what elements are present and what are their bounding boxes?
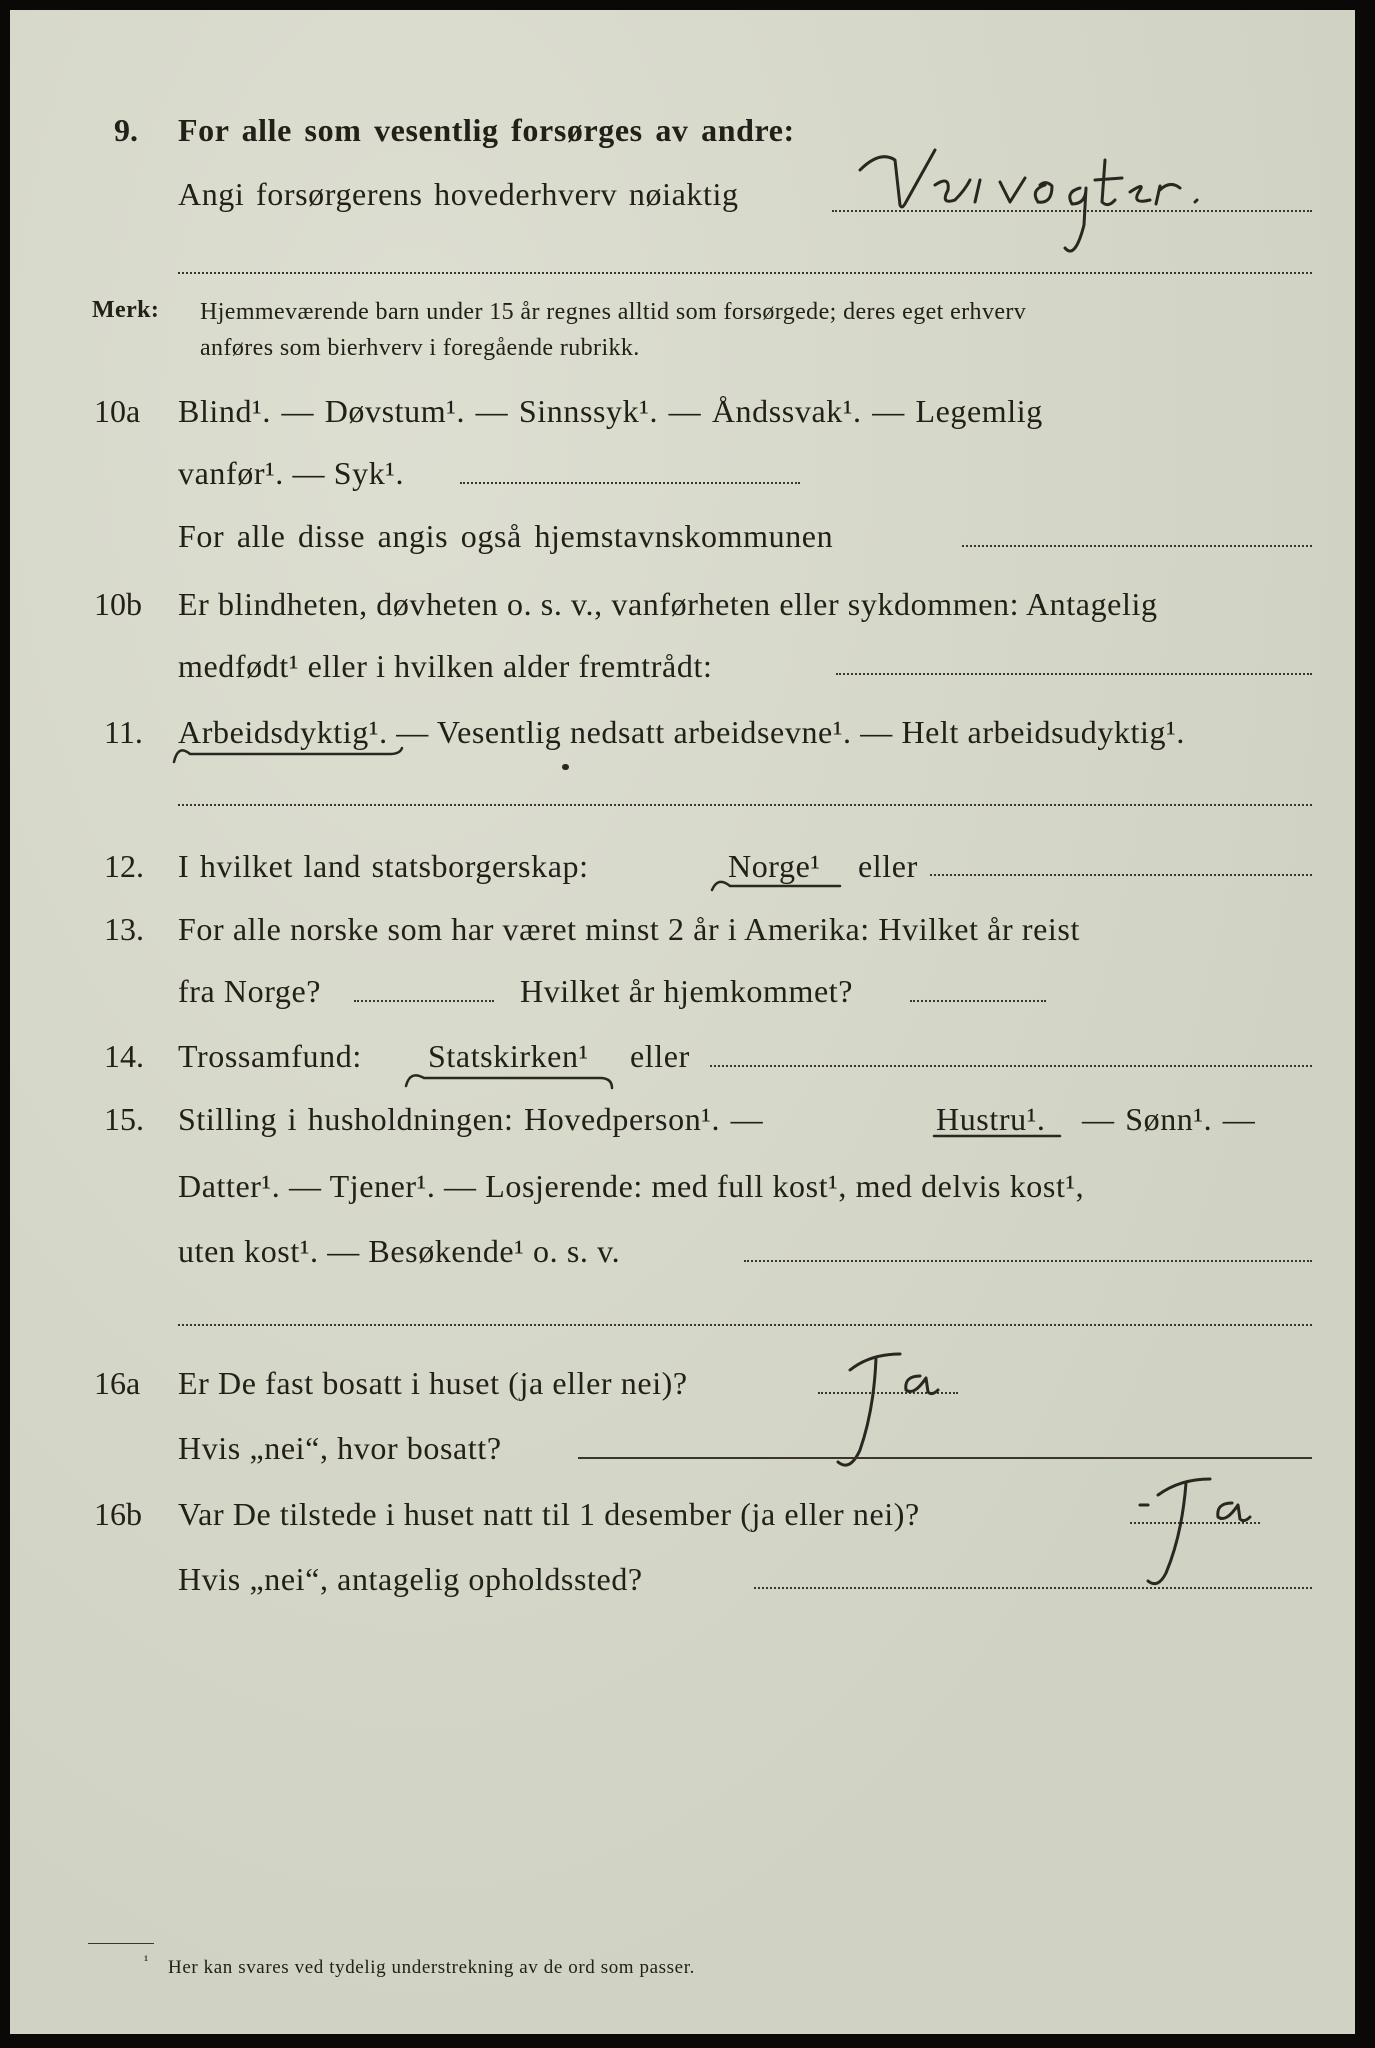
q13-line-1: For alle norske som har været minst 2 år i Amerika: Hvilket år reist	[178, 911, 1080, 947]
q15-line-1c: — Sønn¹. —	[1082, 1101, 1256, 1137]
q13-year-returned-line	[910, 1000, 1046, 1002]
q12-text: I hvilket land statsborgerskap:	[178, 848, 589, 884]
footnote-mark: ¹	[144, 1954, 149, 1969]
merk-line-2: anføres som bierhverv i foregående rubrikk.	[200, 335, 640, 361]
q13-line-2a: fra Norge?	[178, 973, 322, 1009]
q12-answer-line	[930, 874, 1312, 876]
q11-extra-line	[178, 804, 1312, 806]
q9-extra-line	[178, 272, 1312, 274]
merk-line-1: Hjemmeværende barn under 15 år regnes alltid som forsørgede; deres eget erhverv	[200, 299, 1027, 325]
q9-question: Angi forsørgerens hovederhverv nøiaktig	[178, 176, 739, 212]
q13-line-2b: Hvilket år hjemkommet?	[520, 973, 854, 1009]
q16b-number: 16b	[94, 1496, 142, 1532]
q14-answer-line	[710, 1065, 1312, 1067]
q10a-answer-line	[460, 482, 800, 484]
q11-line-1: Arbeidsdyktig¹. — Vesentlig nedsatt arbeidsevne¹. — Helt arbeidsudyktig¹.	[178, 714, 1185, 750]
q16a-residence-line	[578, 1457, 1312, 1459]
q9-number: 9.	[114, 112, 138, 148]
q15-line-1a: Stilling i husholdningen: Hovedperson¹. —	[178, 1101, 764, 1137]
q14-tail: eller	[630, 1038, 690, 1074]
footnote-text: Her kan svares ved tydelig understrekning av de ord som passer.	[168, 1957, 695, 1978]
q13-year-left-line	[354, 1000, 494, 1002]
q10a-line-2: vanfør¹. — Syk¹.	[178, 455, 405, 491]
q16b-handwritten-answer	[1110, 1465, 1270, 1605]
q14-option-statskirken: Statskirken¹	[428, 1038, 589, 1074]
q16a-number: 16a	[94, 1365, 141, 1401]
q10a-kommune-line	[962, 545, 1312, 547]
q15-handwritten-underline	[930, 1126, 1070, 1146]
q16a-line-2: Hvis „nei“, hvor bosatt?	[178, 1430, 502, 1466]
q10b-number: 10b	[94, 586, 142, 622]
q11-handwritten-underline	[170, 740, 410, 770]
census-form-page	[10, 10, 1355, 2034]
q16a-line-1: Er De fast bosatt i huset (ja eller nei)?	[178, 1365, 688, 1401]
q9-heading: For alle som vesentlig forsørges av andre:	[178, 112, 795, 148]
q16b-line-2: Hvis „nei“, antagelig opholdssted?	[178, 1561, 643, 1597]
q15-number: 15.	[104, 1101, 144, 1137]
q15-line-3: uten kost¹. — Besøkende¹ o. s. v.	[178, 1233, 621, 1269]
q14-handwritten-underline	[400, 1062, 630, 1096]
q10a-number: 10a	[94, 393, 141, 429]
q16b-answer-line-2	[754, 1587, 1312, 1589]
merk-label: Merk:	[92, 297, 160, 323]
q12-tail: eller	[858, 848, 918, 884]
q12-option-norge: Norge¹	[728, 848, 821, 884]
q16a-handwritten-answer	[810, 1340, 960, 1480]
q12-number: 12.	[104, 848, 144, 884]
q10b-line-1: Er blindheten, døvheten o. s. v., vanførheten eller sykdommen: Antagelig	[178, 586, 1158, 622]
q15-extra-line	[178, 1324, 1312, 1326]
q9-handwritten-answer	[840, 130, 1320, 270]
q14-number: 14.	[104, 1038, 144, 1074]
q13-number: 13.	[104, 911, 144, 947]
q15-line-2: Datter¹. — Tjener¹. — Losjerende: med full kost¹, med delvis kost¹,	[178, 1168, 1085, 1204]
q10a-line-3: For alle disse angis også hjemstavnskommunen	[178, 518, 834, 554]
q15-answer-line	[744, 1260, 1312, 1262]
q15-option-hustru: Hustru¹.	[936, 1101, 1046, 1137]
q10b-answer-line	[836, 673, 1312, 675]
footnote-rule	[88, 1943, 154, 1944]
q16b-line-1: Var De tilstede i huset natt til 1 desember (ja eller nei)?	[178, 1496, 920, 1532]
ink-spot	[562, 764, 569, 770]
q12-handwritten-underline	[708, 870, 848, 900]
q14-text: Trossamfund:	[178, 1038, 362, 1074]
q10a-line-1: Blind¹. — Døvstum¹. — Sinnssyk¹. — Åndssvak¹. — Legemlig	[178, 393, 1043, 429]
q10b-line-2: medfødt¹ eller i hvilken alder fremtrådt:	[178, 648, 713, 684]
q11-number: 11.	[104, 714, 143, 750]
